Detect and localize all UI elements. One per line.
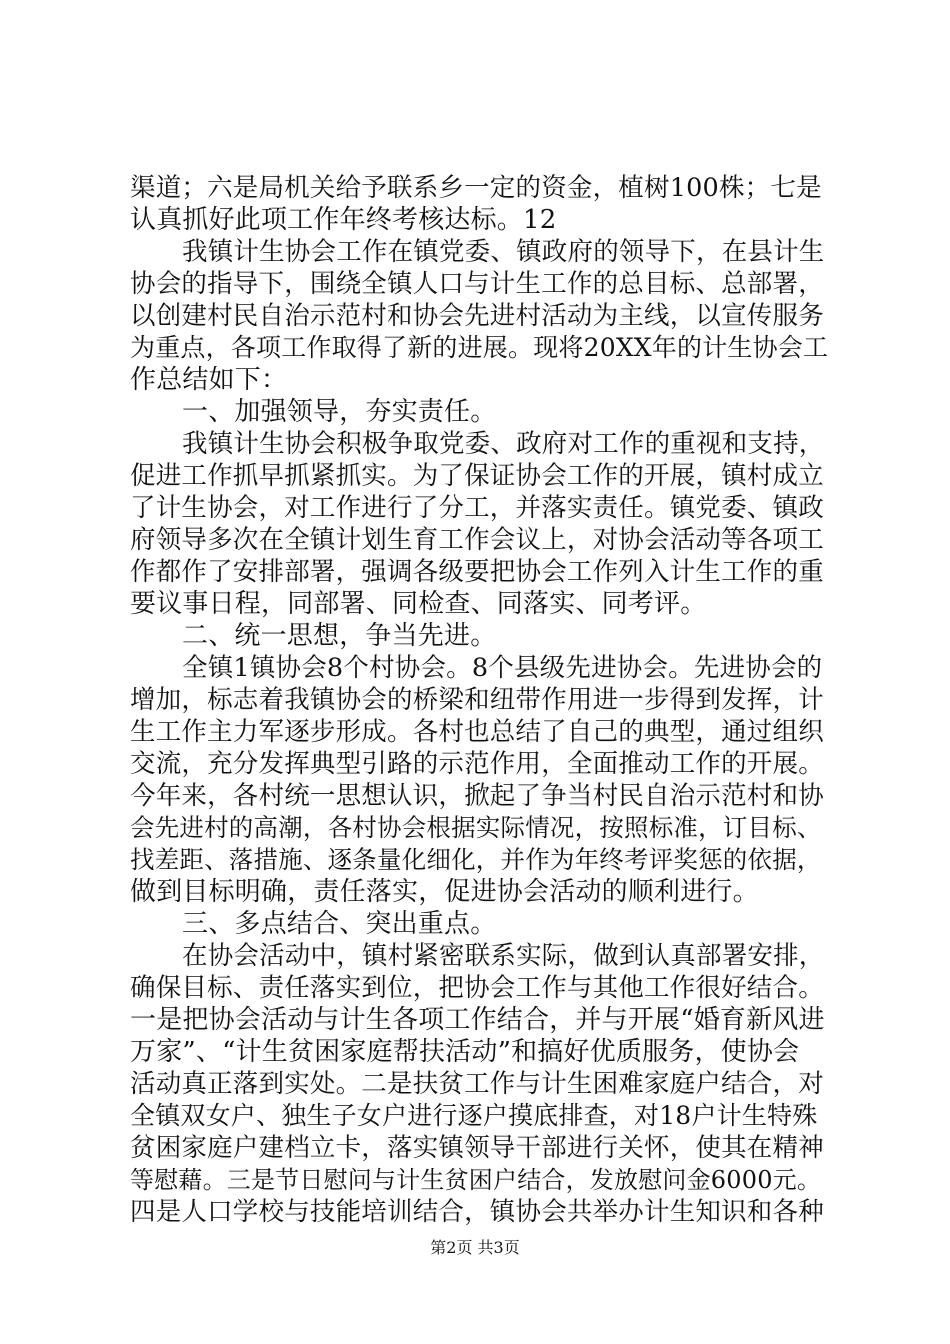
page-footer: 第2页 共3页 [430, 1238, 520, 1257]
text-line: 生工作主力军逐步形成。各村也总结了自己的典型，通过组织 [130, 717, 824, 747]
text-line: 今年来，各村统一思想认识，掀起了争当村民自治示范村和协 [130, 781, 824, 811]
text-line: 万家”、“计生贫困家庭帮扶活动”和搞好优质服务，使协会 [130, 1037, 800, 1067]
text-line: 增加，标志着我镇协会的桥梁和纽带作用进一步得到发挥，计 [130, 685, 824, 715]
document-body [130, 172, 830, 1228]
text-line: 渠道；六是局机关给予联系乡一定的资金，植树100株；七是 [130, 173, 822, 203]
text-line: 为重点，各项工作取得了新的进展。现将20XX年的计生协会工 [130, 333, 829, 362]
text-line: 我镇计生协会工作在镇党委、镇政府的领导下，在县计生 [182, 237, 825, 267]
text-line: 促进工作抓早抓紧抓实。为了保证协会工作的开展，镇村成立 [130, 461, 824, 491]
text-line: 一、加强领导，夯实责任。 [182, 397, 497, 427]
text-line: 认真抓好此项工作年终考核达标。12 [130, 205, 557, 235]
text-line: 贫困家庭户建档立卡，落实镇领导干部进行关怀，使其在精神 [130, 1133, 824, 1163]
text-line: 四是人口学校与技能培训结合，镇协会共举办计生知识和各种 [130, 1197, 824, 1227]
text-line: 交流，充分发挥典型引路的示范作用，全面推动工作的开展。 [130, 749, 824, 779]
text-line: 全镇双女户、独生子女户进行逐户摸底排查，对18户计生特殊 [130, 1101, 818, 1130]
text-line: 找差距、落措施、逐条量化细化，并作为年终考评奖惩的依据， [130, 845, 822, 874]
text-line: 等慰藉。三是节日慰问与计生贫困户结合，发放慰问金6000元。 [130, 1166, 822, 1194]
text-line: 会先进村的高潮，各村协会根据实际情况，按照标准，订目标、 [130, 813, 822, 842]
text-line: 作都作了安排部署，强调各级要把协会工作列入计生工作的重 [130, 557, 824, 587]
text-line: 协会的指导下，围绕全镇人口与计生工作的总目标、总部署， [130, 269, 824, 299]
text-line: 做到目标明确，责任落实，促进协会活动的顺利进行。 [130, 877, 759, 907]
text-line: 二、统一思想，争当先进。 [182, 621, 497, 651]
text-line: 活动真正落到实处。二是扶贫工作与计生困难家庭户结合，对 [130, 1069, 824, 1099]
text-line: 一是把协会活动与计生各项工作结合，并与开展“婚育新风进 [130, 1005, 825, 1035]
text-line: 我镇计生协会积极争取党委、政府对工作的重视和支持， [182, 429, 825, 459]
text-line: 以创建村民自治示范村和协会先进村活动为主线，以宣传服务 [130, 301, 824, 331]
text-line: 三、多点结合、突出重点。 [182, 909, 497, 939]
text-line: 全镇1镇协会8个村协会。8个县级先进协会。先进协会的 [182, 653, 823, 683]
text-line: 了计生协会，对工作进行了分工，并落实责任。镇党委、镇政 [130, 493, 824, 523]
text-line: 在协会活动中，镇村紧密联系实际，做到认真部署安排， [182, 941, 825, 971]
text-line: 作总结如下： [130, 365, 288, 395]
text-line: 要议事日程，同部署、同检查、同落实、同考评。 [130, 589, 707, 619]
text-line: 府领导多次在全镇计划生育工作会议上，对协会活动等各项工 [130, 525, 824, 555]
text-line: 确保目标、责任落实到位，把协会工作与其他工作很好结合。 [130, 973, 824, 1003]
